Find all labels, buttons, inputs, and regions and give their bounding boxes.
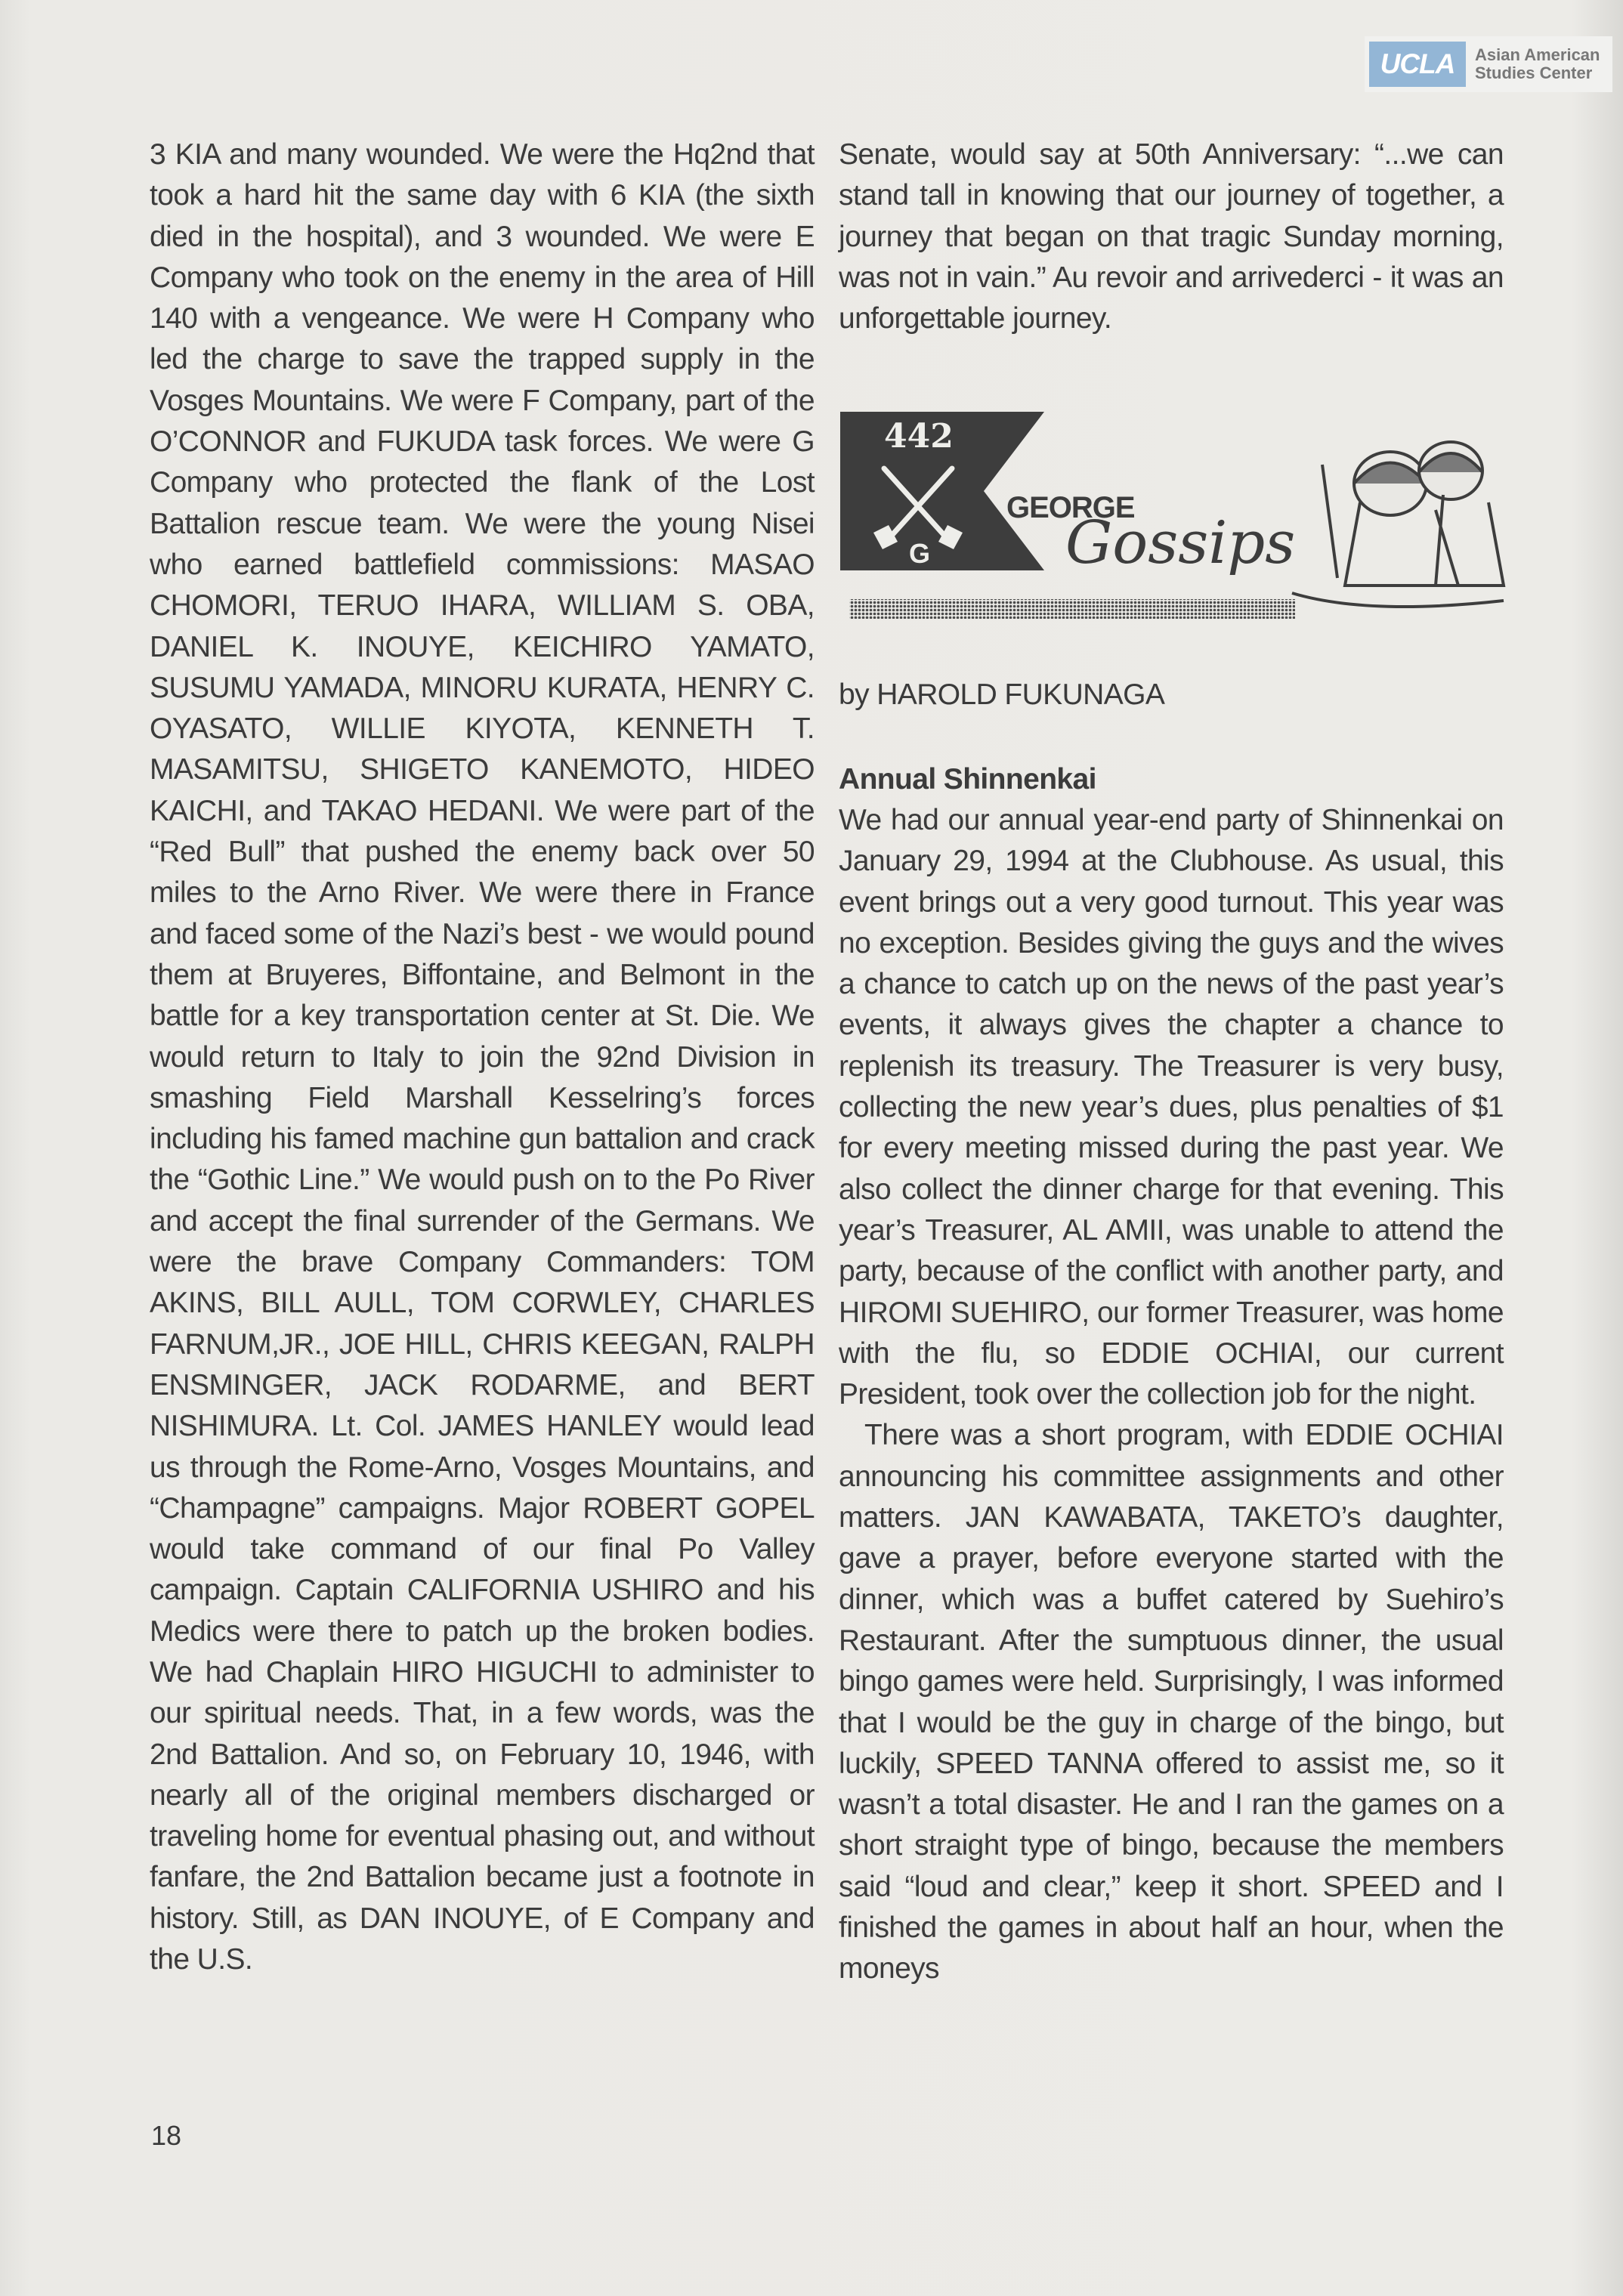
george-gossips-masthead — [839, 412, 1519, 638]
article-paragraph-2: There was a short program, with EDDIE OCHIAI announcing his committee assignments and other matters. JAN KAWABATA, TAKETO’s daughter, gave a prayer, before everyone started with the dinner, which was a buffet catered by Suehiro’s Restaurant. After the sumptuous dinner, the usual bingo games were held. Surprisingly, I was informed that I would be the guy in charge of the bingo, but luckily, SPEED TANNA offered to assist me, so it wasn’t a total disaster. He and I ran the games on a short straight type of bingo, because the members said “loud and clear,” keep it short. SPEED and I finished the games in about half an hour, when the moneys — [839, 1419, 1504, 1985]
byline: by HAROLD FUKUNAGA — [839, 678, 1165, 711]
unit-number: 442 — [884, 417, 954, 456]
page-number: 18 — [151, 2120, 182, 2151]
continuation-text: Senate, would say at 50th Anniversary: “...we can stand tall in knowing that our journey of together, a journey that began on that tragic Sunday morning, was not in vain.” Au revoir and arrivederci - it was an unforgettable journey. — [839, 138, 1504, 335]
masthead-graphic — [839, 412, 1519, 638]
org-name-line2: Studies Center — [1475, 63, 1593, 82]
ucla-logo: UCLA — [1369, 42, 1466, 87]
article-paragraph-1: We had our annual year-end party of Shinnenkai on January 29, 1994 at the Clubhouse. As usual, this event brings out a very good turnout. This year was no exception. Besides giving the guys and the wives a chance to catch up on the news of the past year’s events, it always gives the chapter a chance to replenish its treasury. The Treasurer is very busy, collecting the new year’s dues, plus penalties of $1 for every meeting missed during the past year. We also collect the dinner charge for that evening. This year’s Treasurer, AL AMII, was unable to attend the party, because of the conflict with another party, and HIROMI SUEHIRO, our former Treasurer, was home with the flu, so EDDIE OCHIAI, our current President, took over the collection job for the night. — [839, 804, 1504, 1411]
soldiers-illustration — [1292, 442, 1504, 607]
masthead-title-george: GEORGE — [1006, 491, 1135, 524]
right-column-top — [839, 134, 1504, 339]
left-column — [150, 134, 815, 1980]
section-heading: Annual Shinnenkai — [839, 763, 1096, 796]
org-name — [1475, 46, 1600, 82]
right-column-article — [839, 759, 1504, 1990]
masthead-title-gossips: Gossips — [1065, 509, 1296, 577]
left-column-text: 3 KIA and many wounded. We were the Hq2nd that took a hard hit the same day with 6 KIA (the sixth died in the hospital), and 3 wounded. We were E Company who took on the enemy in the area of Hill 140 with a vengeance. We were H Company who led the charge to save the trapped supply in the Vosges Mountains. We were F Company, part of the O’CONNOR and FUKUDA task forces. We were G Company who protected the flank of the Lost Battalion rescue team. We were the young Nisei who earned battlefield commissions: MASAO CHOMORI, TERUO IHARA, WILLIAM S. OBA, DANIEL K. INOUYE, KEICHIRO YAMATO, SUSUMU YAMADA, MINORU KURATA, HENRY C. OYASATO, WILLIE KIYOTA, KENNETH T. MASAMITSU, SHIGETO KANEMOTO, HIDEO KAICHI, and TAKAO HEDANI. We were part of the “Red Bull” that pushed the enemy back over 50 miles to the Arno River. We were there in France and faced some of the Nazi’s best - we would pound them at Bruyeres, Biffontaine, and Belmont in the battle for a key transportation center at St. Die. We would return to Italy to join the 92nd Division in smashing Field Marshall Kesselring’s forces including his famed machine gun battalion and crack the “Gothic Line.” We would push on to the Po River and accept the final surrender of the Germans. We were the brave Company Commanders: TOM AKINS, BILL AULL, TOM CORWLEY, CHARLES FARNUM,JR., JOE HILL, CHRIS KEEGAN, RALPH ENSMINGER, JACK RODARME, and BERT NISHIMURA. Lt. Col. JAMES HANLEY would lead us through the Rome-Arno, Vosges Mountains, and “Champagne” campaigns. Major ROBERT GOPEL would take command of our final Po Valley campaign. Captain CALIFORNIA USHIRO and his Medics were there to patch up the broken bodies. We had Chaplain HIRO HIGUCHI to administer to our spiritual needs. That, in a few words, was the 2nd Battalion. And so, on February 10, 1946, with nearly all of the original members discharged or traveling home for eventual phasing out, and without fanfare, the 2nd Battalion became just a footnote in history. Still, as DAN INOUYE, of E Company and the U.S. — [150, 138, 815, 1976]
company-letter: G — [909, 538, 931, 569]
halftone-rule — [849, 599, 1295, 619]
ucla-aasc-watermark — [1365, 36, 1612, 92]
org-name-line1: Asian American — [1475, 45, 1600, 64]
